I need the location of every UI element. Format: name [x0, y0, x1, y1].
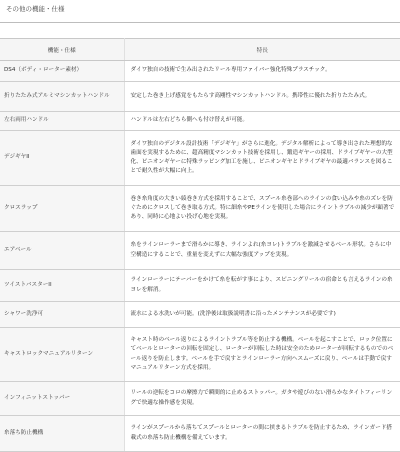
table-row — [0, 270, 400, 302]
feature-detail: ラインがスプールから落ちてスプールとローターの間に挟まるトラブルを防止するため、ラインガード搭載式の糸落ち防止機構を備えています。 — [124, 416, 400, 452]
header-detail: 特長 — [124, 39, 400, 61]
feature-detail: 巻き糸角度の大きい綾巻き方式を採用することで、スプール糸巻部へのラインの食い込みや糸のズレを防ぐためにクロスして巻き取る方式。特に細糸やPEラインを使用した場合にライントラブルの減少が顕著であり、同時に心地よい投げ心地を実現。 — [124, 186, 400, 232]
table-row — [0, 186, 400, 232]
spec-table — [0, 38, 400, 452]
feature-name: デジギヤII — [0, 131, 124, 186]
table-row — [0, 112, 400, 131]
feature-name: シャワー洗浄可 — [0, 302, 124, 328]
table-row — [0, 131, 400, 186]
feature-detail: 糸をラインローラーまで滑らかに導き、ラインよれ(糸ヨレ)トラブルを激減させるベール形状。さらに中空構造にすることで、重量を変えずに大幅な強度アップを実現。 — [124, 232, 400, 270]
spec-table-header-row — [0, 39, 400, 61]
feature-detail: ダイワ独自の技術で生み出されたリール専用ファイバー強化特殊プラスチック。 — [124, 61, 400, 82]
feature-detail: ハンドルは左右どちら側へも付け替えが可能。 — [124, 112, 400, 131]
feature-name: DS4（ボディ・ローター素材） — [0, 61, 124, 82]
feature-name: エアベール — [0, 232, 124, 270]
feature-name: 糸落ち防止機構 — [0, 416, 124, 452]
feature-name: インフィニットストッパー — [0, 382, 124, 416]
section-divider — [0, 22, 400, 23]
feature-detail: ダイワ独自のデジタル設計技術「デジギヤ」がさらに進化。デジタル解析によって導き出された理想的な歯面を実現するために、超高精度マシンカット技術を採用し、鍛造ギヤーの採用、ドライブギヤーの大型化、ピニオンギヤーに特殊ラッピング加工を施し、ピニオンギヤとドライブギヤの最適バランスを図ることで耐久性が大幅に向上。 — [124, 131, 400, 186]
feature-detail: キャスト時のベール返りによるライントラブル等を防止する機構。ベールを起こすことで、ロック位置にてベールとローターの回転を固定し、ローターが回転した時は安全のためローターが回転するものでのベール返りを防止します。ベールを手で戻すとラインローラー方向へスムーズに戻り、ベールは手動で戻すマニュアルリターン方式を採用。 — [124, 328, 400, 382]
feature-detail: リールの逆転をコロの摩擦力で瞬間的に止めるストッパー。ガタや遊びのない滑らかなタイトフィーリングで快適な操作感を実現。 — [124, 382, 400, 416]
feature-name: クロスラップ — [0, 186, 124, 232]
table-row — [0, 302, 400, 328]
table-row — [0, 82, 400, 112]
table-row — [0, 232, 400, 270]
feature-detail: ラインローラーにテーパーをかけて糸を転がす事により、スピニングリールの宿命とも言えるラインの糸ヨレを解消。 — [124, 270, 400, 302]
feature-name: 左右両用ハンドル — [0, 112, 124, 131]
header-feature: 機能・仕様 — [0, 39, 124, 61]
table-row — [0, 416, 400, 452]
table-row — [0, 382, 400, 416]
feature-name: 折りたたみ式アルミマシンカットハンドル — [0, 82, 124, 112]
table-row — [0, 328, 400, 382]
feature-detail: 流水による水洗いが可能。(洗浄後は取扱説明書に沿ったメンテナンスが必要です) — [124, 302, 400, 328]
feature-detail: 安定した巻き上げ感覚をもたらす高剛性マシンカットハンドル。携帯性に優れた折りたたみ式。 — [124, 82, 400, 112]
feature-name: ツイストバスターII — [0, 270, 124, 302]
feature-name: キャストロックマニュアルリターン — [0, 328, 124, 382]
table-row — [0, 61, 400, 82]
section-title: その他の機能・仕様 — [6, 5, 65, 13]
